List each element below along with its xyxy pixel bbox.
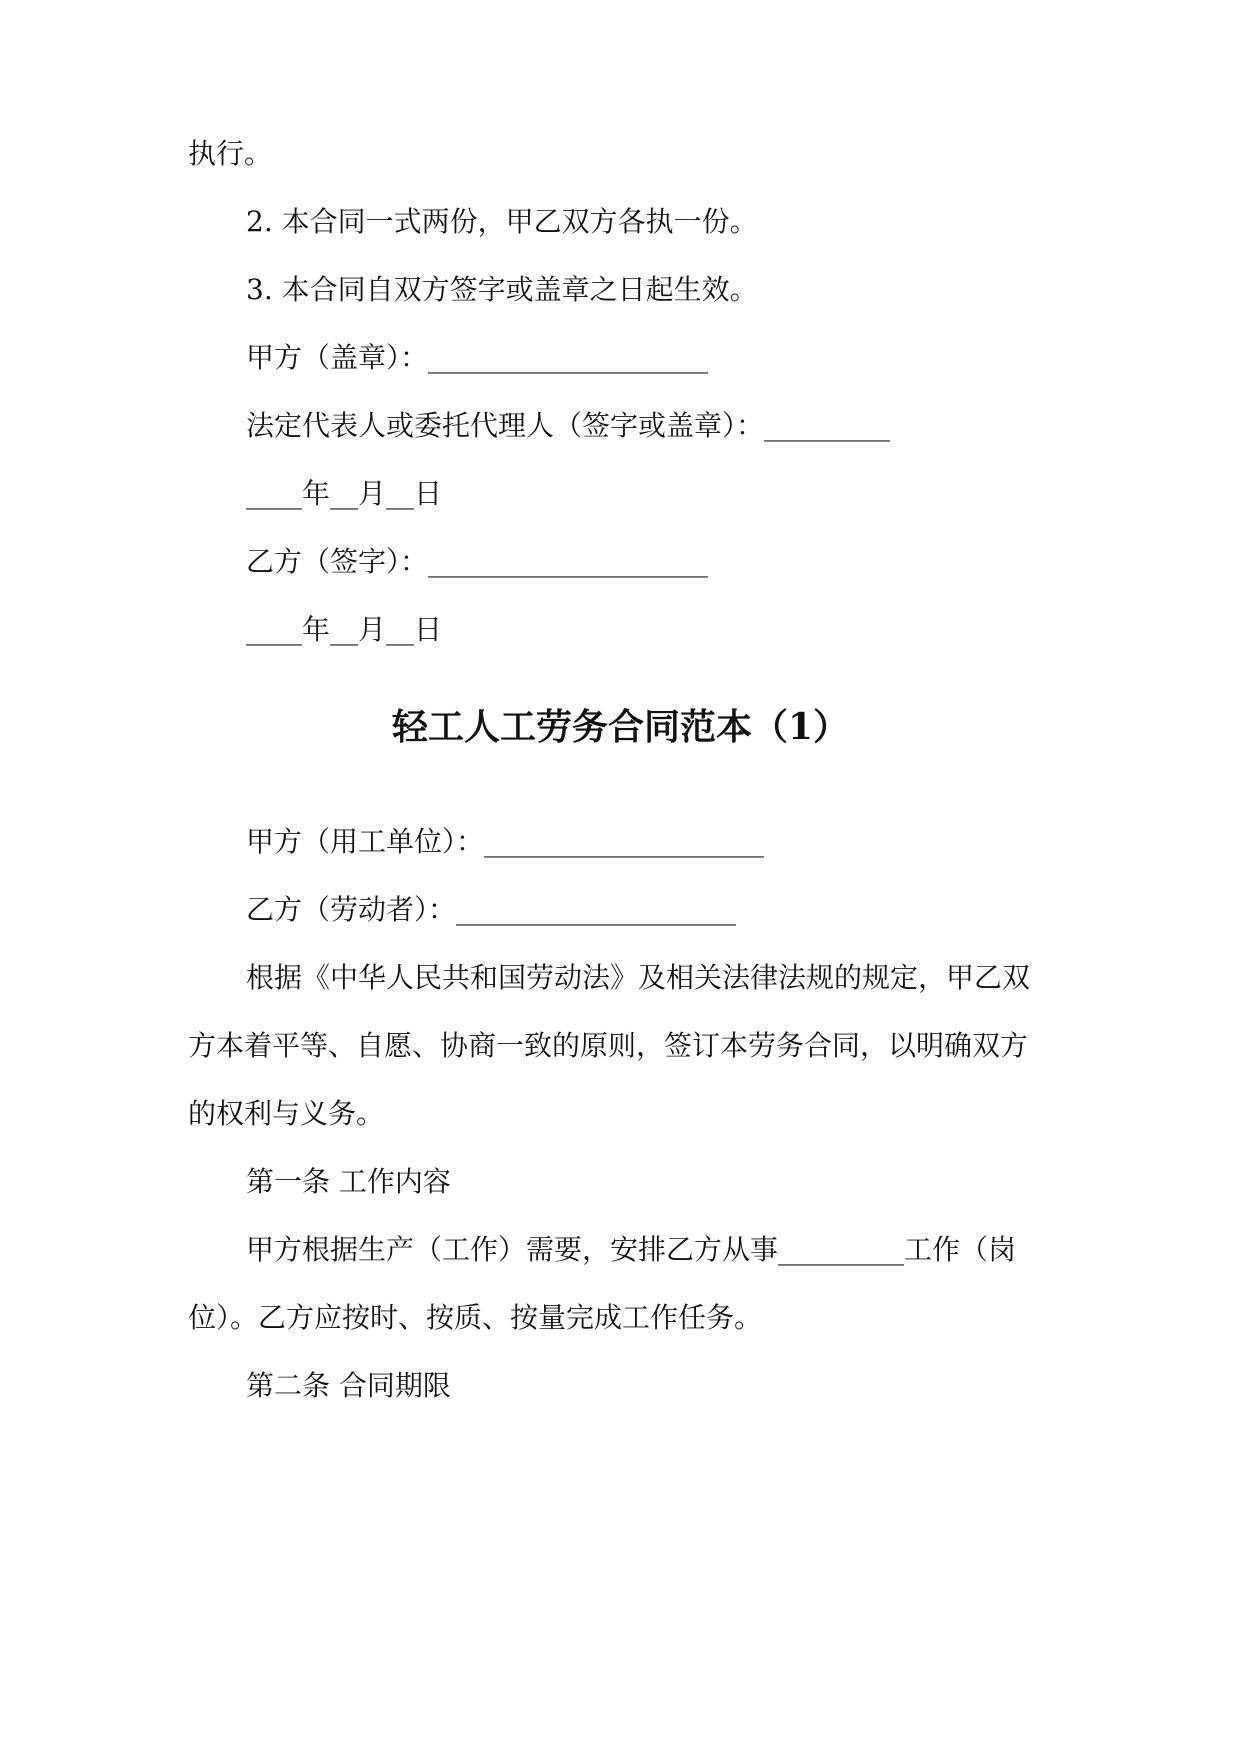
article-2-heading: 第二条 合同期限 [246, 1369, 451, 1402]
party-b-sign-line: 乙方（签字）：____________________ [246, 545, 709, 578]
preamble-line-2: 方本着平等、自愿、协商一致的原则，签订本劳务合同，以明确双方 [188, 1029, 1029, 1062]
clause-item-2: 2. 本合同一式两份，甲乙双方各执一份。 [246, 205, 758, 238]
preamble-line-3: 的权利与义务。 [188, 1097, 385, 1130]
date-line-a: ____年__月__日 [246, 477, 443, 510]
party-a-line: 甲方（用工单位）：____________________ [246, 825, 765, 858]
contract-title: 轻工人工劳务合同范本（1） [391, 706, 850, 748]
continuation-text: 执行。 [188, 137, 273, 170]
article-1-line-2: 位）。乙方应按时、按质、按量完成工作任务。 [188, 1301, 763, 1334]
legal-representative-line: 法定代表人或委托代理人（签字或盖章）：_________ [246, 409, 891, 442]
preamble-line-1: 根据《中华人民共和国劳动法》及相关法律法规的规定，甲乙双 [246, 961, 1031, 994]
date-line-b: ____年__月__日 [246, 613, 443, 646]
article-1-heading: 第一条 工作内容 [246, 1165, 451, 1198]
party-a-seal-line: 甲方（盖章）：____________________ [246, 341, 709, 374]
clause-item-3: 3. 本合同自双方签字或盖章之日起生效。 [246, 273, 758, 306]
party-b-line: 乙方（劳动者）：____________________ [246, 893, 737, 926]
article-1-line-1: 甲方根据生产（工作）需要，安排乙方从事_________工作（岗 [246, 1233, 1017, 1266]
